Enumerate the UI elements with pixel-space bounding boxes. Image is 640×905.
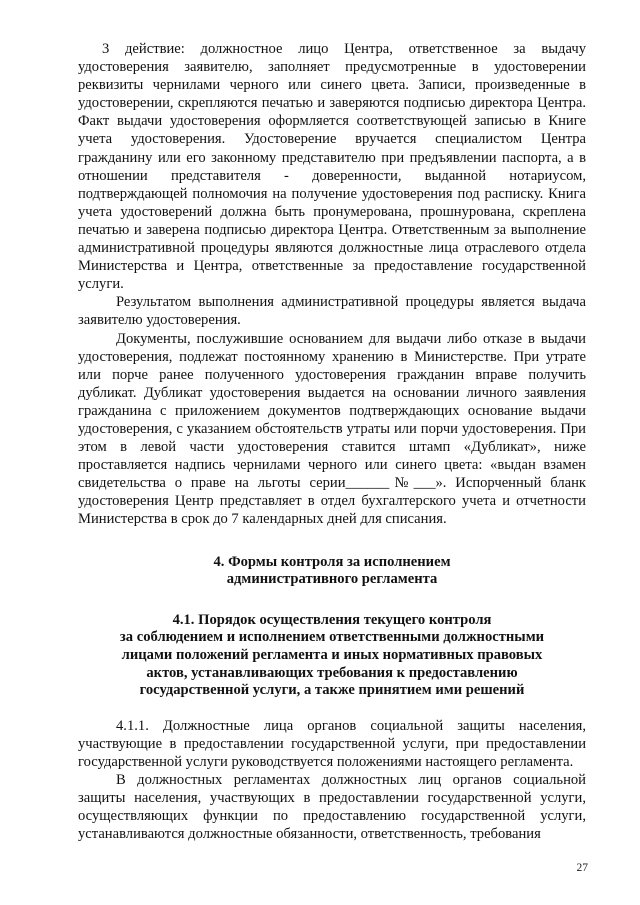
paragraph-result: Результатом выполнения административной процедуры является выдача заявителю удостоверения. bbox=[78, 294, 586, 329]
page-content bbox=[78, 40, 586, 843]
section-4-1-heading bbox=[78, 612, 586, 700]
paragraph-documents-duplicate: Документы, послужившие основанием для выдачи либо отказе в выдачи удостоверения, подлежат постоянному хранению в Министерстве. При утрате или порче ранее полученного удостоверения гражданин вправе получить дубликат. Дубликат удостоверения выдается на основании личного заявления гражданина с приложением документов подтверждающих основание выдачи удостоверения, с указанием обстоятельств утраты или порчи удостоверения. При этом в левой части удостоверения ставится штамп «Дубликат», ниже проставляется надпись чернилами черного или синего цвета: «выдан взамен свидетельства о праве на льготы серии______№___». Испорченный бланк удостоверения Центр представляет в отдел бухгалтерского учета и отчетности Министерства в срок до 7 календарных дней для списания. bbox=[78, 330, 586, 528]
section-4-1-heading-line: 4.1. Порядок осуществления текущего контроля bbox=[172, 611, 492, 628]
section-4-1-heading-line: лицами положений регламента и иных нормативных правовых bbox=[121, 646, 543, 663]
section-4-heading bbox=[78, 554, 586, 589]
section-4-1-heading-line: государственной услуги, а также принятием ими решений bbox=[139, 682, 525, 699]
section-4-heading-line: 4. Формы контроля за исполнением bbox=[213, 553, 451, 570]
section-4-1-heading-line: актов, устанавливающих требования к предоставлению bbox=[146, 664, 518, 681]
section-4-1-heading-line: за соблюдением и исполнением ответственными должностными bbox=[119, 629, 545, 646]
page-number: 27 bbox=[576, 862, 588, 874]
section-4-heading-line: административного регламента bbox=[226, 571, 438, 588]
paragraph-4-1-1: 4.1.1. Должностные лица органов социальной защиты населения, участвующие в предоставлении государственной услуги, при предоставлении государственной услуги руководствуется положениями настоящего регламента. bbox=[78, 717, 586, 770]
paragraph-step-3: 3 действие: должностное лицо Центра, ответственное за выдачу удостоверения заявителю, заполняет предусмотренные в удостоверении реквизиты чернилами черного или синего цвета. Записи, произведенные в удостоверении, скрепляются печатью и заверяются подписью директора Центра. Факт выдачи удостоверения оформляется соответствующей записью в Книге учета удостоверения. Удостоверение вручается специалистом Центра гражданину или его законному представителю при предъявлении паспорта, а в отношении представителя - доверенности, выданной нотариусом, подтверждающей полномочия на получение удостоверения под расписку. Книга учета удостоверений должна быть пронумерована, прошнурована, скреплена печатью и заверена подписью директора Центра. Ответственным за выполнение административной процедуры являются должностные лица отраслевого отдела Министерства и Центра, ответственные за предоставление государственной услуги. bbox=[78, 41, 586, 293]
paragraph-job-regulations: В должностных регламентах должностных лиц органов социальной защиты населения, участвующих в предоставлении государственной услуги, осуществляющих функции по предоставлению государственной услуги, устанавливаются должностные обязанности, ответственность, требования bbox=[78, 771, 586, 843]
